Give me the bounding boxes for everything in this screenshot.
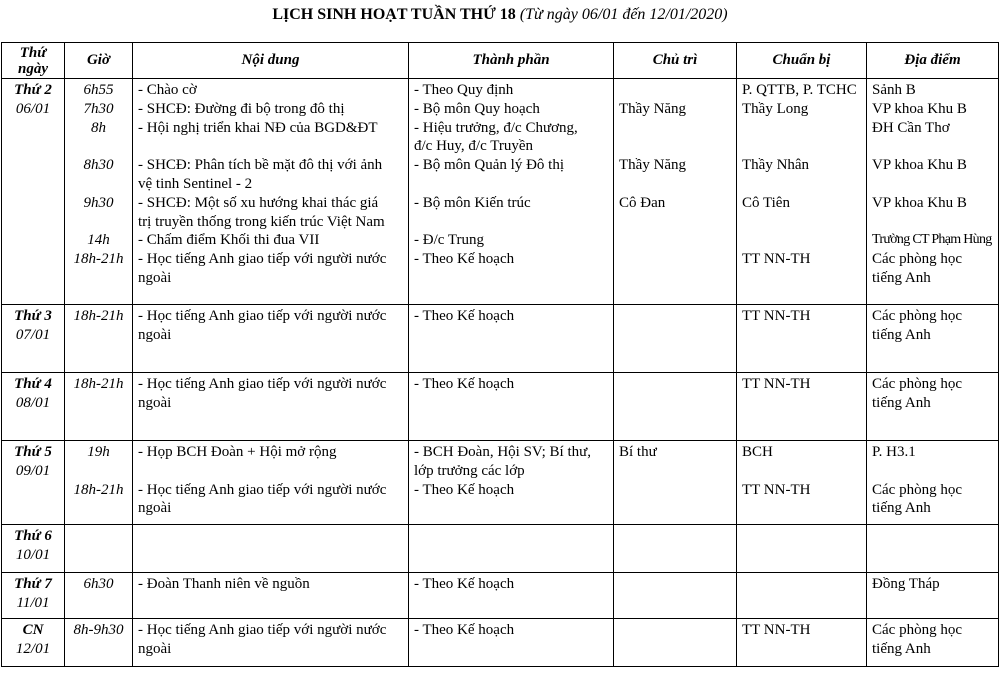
time-line: 19h xyxy=(87,444,110,460)
location-cell xyxy=(867,619,999,667)
day-name: Thứ 2 xyxy=(14,82,52,98)
location-line: Các phòng học xyxy=(872,251,962,268)
date-range: (Từ ngày 06/01 đến 12/01/2020) xyxy=(519,6,728,23)
day-row xyxy=(2,305,999,373)
chair-cell xyxy=(614,441,737,525)
prep-line: TT NN-TH xyxy=(742,622,811,638)
content-line: - Học tiếng Anh giao tiếp với người nước xyxy=(138,376,387,392)
time-cell xyxy=(65,619,133,667)
content-line: - Học tiếng Anh giao tiếp với người nước xyxy=(138,308,387,324)
chair-line: Bí thư xyxy=(619,444,657,460)
prep-cell xyxy=(737,305,867,373)
day-cell xyxy=(2,441,65,525)
prep-line xyxy=(742,231,861,250)
participants-line: lớp trưởng các lớp xyxy=(414,462,525,479)
participants-cell xyxy=(409,305,614,373)
chair-line: Thầy Năng xyxy=(619,100,687,117)
time-line: 18h-21h xyxy=(73,251,124,268)
location-line: VP khoa Khu B xyxy=(872,194,967,211)
chair-line xyxy=(619,81,731,100)
col-header-time: Giờ xyxy=(65,43,133,79)
location-cell xyxy=(867,573,999,619)
schedule-title-bar xyxy=(0,4,1000,26)
participants-line: - Hiệu trưởng, đ/c Chương, xyxy=(414,119,578,136)
day-row xyxy=(2,79,999,305)
content-line xyxy=(138,137,403,156)
participants-line: đ/c Huy, đ/c Truyền xyxy=(414,138,534,155)
chair-line: Thầy Năng xyxy=(619,157,687,174)
day-date: 10/01 xyxy=(15,546,51,563)
prep-line: TT NN-TH xyxy=(742,251,811,268)
day-cell xyxy=(2,525,65,573)
location-line: VP khoa Khu B xyxy=(872,157,967,174)
prep-line: Cô Tiên xyxy=(742,194,790,211)
chair-cell xyxy=(614,79,737,305)
time-cell xyxy=(65,373,133,441)
day-row xyxy=(2,441,999,525)
location-line: tiếng Anh xyxy=(872,640,931,657)
col-header-content: Nội dung xyxy=(133,43,409,79)
day-date: 08/01 xyxy=(15,394,51,411)
content-line: trị truyền thống trong kiến trúc Việt Nam xyxy=(138,213,385,230)
chair-cell xyxy=(614,619,737,667)
time-line: 14h xyxy=(87,232,110,249)
participants-line xyxy=(414,213,608,232)
day-date: 12/01 xyxy=(15,640,51,657)
content-line: - Hội nghị triển khai NĐ của BGD&ĐT xyxy=(138,119,378,136)
participants-line: - BCH Đoàn, Hội SV; Bí thư, xyxy=(414,444,592,460)
prep-line xyxy=(742,137,861,156)
participants-line: - Theo Kế hoạch xyxy=(414,308,515,324)
prep-line xyxy=(742,462,861,481)
day-name: Thứ 3 xyxy=(14,308,52,324)
day-name: CN xyxy=(22,622,44,638)
prep-line: TT NN-TH xyxy=(742,308,811,324)
content-line: ngoài xyxy=(138,269,172,286)
participants-line: - Theo Kế hoạch xyxy=(414,481,515,498)
header-row xyxy=(2,43,999,79)
participants-line: - Bộ môn Quy hoạch xyxy=(414,100,540,117)
participants-cell xyxy=(409,441,614,525)
location-line xyxy=(872,462,993,481)
time-line xyxy=(70,213,127,232)
prep-line: P. QTTB, P. TCHC xyxy=(742,82,857,98)
time-line: 6h55 xyxy=(83,82,114,98)
time-line: 7h30 xyxy=(83,100,114,117)
location-line: tiếng Anh xyxy=(872,394,931,411)
content-line: - Chào cờ xyxy=(138,82,197,98)
content-line: - SHCĐ: Đường đi bộ trong đô thị xyxy=(138,100,345,117)
location-cell xyxy=(867,525,999,573)
time-line xyxy=(70,462,127,481)
location-line: Đồng Tháp xyxy=(872,576,940,592)
chair-line xyxy=(619,175,731,194)
time-cell xyxy=(65,525,133,573)
day-row xyxy=(2,619,999,667)
location-cell xyxy=(867,79,999,305)
content-line: - Học tiếng Anh giao tiếp với người nước xyxy=(138,481,387,498)
prep-cell xyxy=(737,525,867,573)
content-line: ngoài xyxy=(138,500,172,517)
prep-line xyxy=(742,175,861,194)
prep-line: Thầy Long xyxy=(742,100,809,117)
content-line: - Học tiếng Anh giao tiếp với người nước xyxy=(138,251,387,268)
day-date: 06/01 xyxy=(15,100,51,117)
content-cell xyxy=(133,441,409,525)
day-row xyxy=(2,525,999,573)
participants-cell xyxy=(409,573,614,619)
participants-line: - Theo Kế hoạch xyxy=(414,622,515,638)
prep-line: Thầy Nhân xyxy=(742,157,810,174)
content-cell xyxy=(133,79,409,305)
day-name: Thứ 7 xyxy=(14,576,52,592)
page-title: LỊCH SINH HOẠT TUẦN THỨ 18 xyxy=(272,6,516,23)
participants-line: - Theo Kế hoạch xyxy=(414,251,515,268)
location-cell xyxy=(867,305,999,373)
day-row xyxy=(2,373,999,441)
participants-cell xyxy=(409,373,614,441)
schedule-table xyxy=(1,42,999,667)
time-line: 8h xyxy=(91,119,106,136)
time-cell xyxy=(65,441,133,525)
time-line: 18h-21h xyxy=(73,376,124,392)
location-line: tiếng Anh xyxy=(872,269,931,286)
participants-line: - Theo Quy định xyxy=(414,82,514,98)
time-line: 8h-9h30 xyxy=(73,622,124,638)
day-cell xyxy=(2,79,65,305)
content-cell xyxy=(133,619,409,667)
participants-cell xyxy=(409,79,614,305)
prep-line: TT NN-TH xyxy=(742,481,811,498)
prep-cell xyxy=(737,573,867,619)
location-line: Sảnh B xyxy=(872,82,916,98)
content-line: - Họp BCH Đoàn + Hội mở rộng xyxy=(138,444,337,460)
location-line: Các phòng học xyxy=(872,622,962,638)
chair-line xyxy=(619,137,731,156)
time-cell xyxy=(65,79,133,305)
location-line xyxy=(872,213,993,232)
content-cell xyxy=(133,573,409,619)
location-line: tiếng Anh xyxy=(872,326,931,343)
day-date: 11/01 xyxy=(16,594,50,611)
location-line: tiếng Anh xyxy=(872,500,931,517)
time-line: 9h30 xyxy=(83,194,114,211)
location-line: VP khoa Khu B xyxy=(872,100,967,117)
day-date: 09/01 xyxy=(15,462,51,479)
content-line: - SHCĐ: Một số xu hướng khai thác giá xyxy=(138,194,379,211)
day-cell xyxy=(2,305,65,373)
day-cell xyxy=(2,619,65,667)
col-header-chair: Chủ trì xyxy=(614,43,737,79)
participants-line: - Theo Kế hoạch xyxy=(414,376,515,392)
content-line: - SHCĐ: Phân tích bề mặt đô thị với ảnh xyxy=(138,157,383,174)
content-line xyxy=(138,462,403,481)
participants-cell xyxy=(409,525,614,573)
day-cell xyxy=(2,373,65,441)
location-line: P. H3.1 xyxy=(872,444,916,460)
prep-cell xyxy=(737,373,867,441)
col-header-day-line2: ngày xyxy=(18,60,48,77)
chair-line xyxy=(619,119,731,138)
content-line: - Chấm điểm Khối thi đua VII xyxy=(138,232,320,249)
col-header-participants: Thành phần xyxy=(409,43,614,79)
time-line xyxy=(70,175,127,194)
participants-line: - Đ/c Trung xyxy=(414,232,485,249)
day-name: Thứ 5 xyxy=(14,444,52,460)
participants-cell xyxy=(409,619,614,667)
day-date: 07/01 xyxy=(15,326,51,343)
day-name: Thứ 6 xyxy=(14,528,52,544)
chair-line: Cô Đan xyxy=(619,194,666,211)
participants-line xyxy=(414,175,608,194)
chair-cell xyxy=(614,573,737,619)
day-cell xyxy=(2,573,65,619)
prep-line: BCH xyxy=(742,444,773,460)
time-line: 8h30 xyxy=(83,157,114,174)
prep-line xyxy=(742,213,861,232)
location-cell xyxy=(867,441,999,525)
location-line: Trường CT Phạm Hùng xyxy=(872,232,992,248)
chair-cell xyxy=(614,305,737,373)
location-line: Các phòng học xyxy=(872,376,962,392)
day-row xyxy=(2,573,999,619)
chair-cell xyxy=(614,525,737,573)
day-name: Thứ 4 xyxy=(14,376,52,392)
schedule-body xyxy=(2,79,999,667)
col-header-prep: Chuẩn bị xyxy=(737,43,867,79)
prep-cell xyxy=(737,441,867,525)
time-cell xyxy=(65,305,133,373)
chair-cell xyxy=(614,373,737,441)
col-header-day xyxy=(2,43,65,79)
prep-line xyxy=(742,119,861,138)
prep-cell xyxy=(737,619,867,667)
location-cell xyxy=(867,373,999,441)
col-header-day-line1: Thứ xyxy=(19,44,47,61)
time-line xyxy=(70,137,127,156)
content-line: - Đoàn Thanh niên về nguồn xyxy=(138,576,310,592)
content-cell xyxy=(133,373,409,441)
location-line: ĐH Cần Thơ xyxy=(872,119,950,136)
time-cell xyxy=(65,573,133,619)
content-line: - Học tiếng Anh giao tiếp với người nước xyxy=(138,622,387,638)
content-line: ngoài xyxy=(138,394,172,411)
location-line: Các phòng học xyxy=(872,308,962,324)
content-line: ngoài xyxy=(138,326,172,343)
content-cell xyxy=(133,305,409,373)
location-line: Các phòng học xyxy=(872,481,962,498)
location-line xyxy=(872,137,993,156)
location-line xyxy=(872,175,993,194)
time-line: 6h30 xyxy=(83,576,114,592)
content-line: vệ tinh Sentinel - 2 xyxy=(138,175,253,192)
content-line: ngoài xyxy=(138,640,172,657)
col-header-location: Địa điểm xyxy=(867,43,999,79)
time-line: 18h-21h xyxy=(73,481,124,498)
participants-line: - Bộ môn Quản lý Đô thị xyxy=(414,157,564,174)
prep-cell xyxy=(737,79,867,305)
time-line: 18h-21h xyxy=(73,308,124,324)
participants-line: - Theo Kế hoạch xyxy=(414,576,515,592)
content-cell xyxy=(133,525,409,573)
participants-line: - Bộ môn Kiến trúc xyxy=(414,194,531,211)
prep-line: TT NN-TH xyxy=(742,376,811,392)
